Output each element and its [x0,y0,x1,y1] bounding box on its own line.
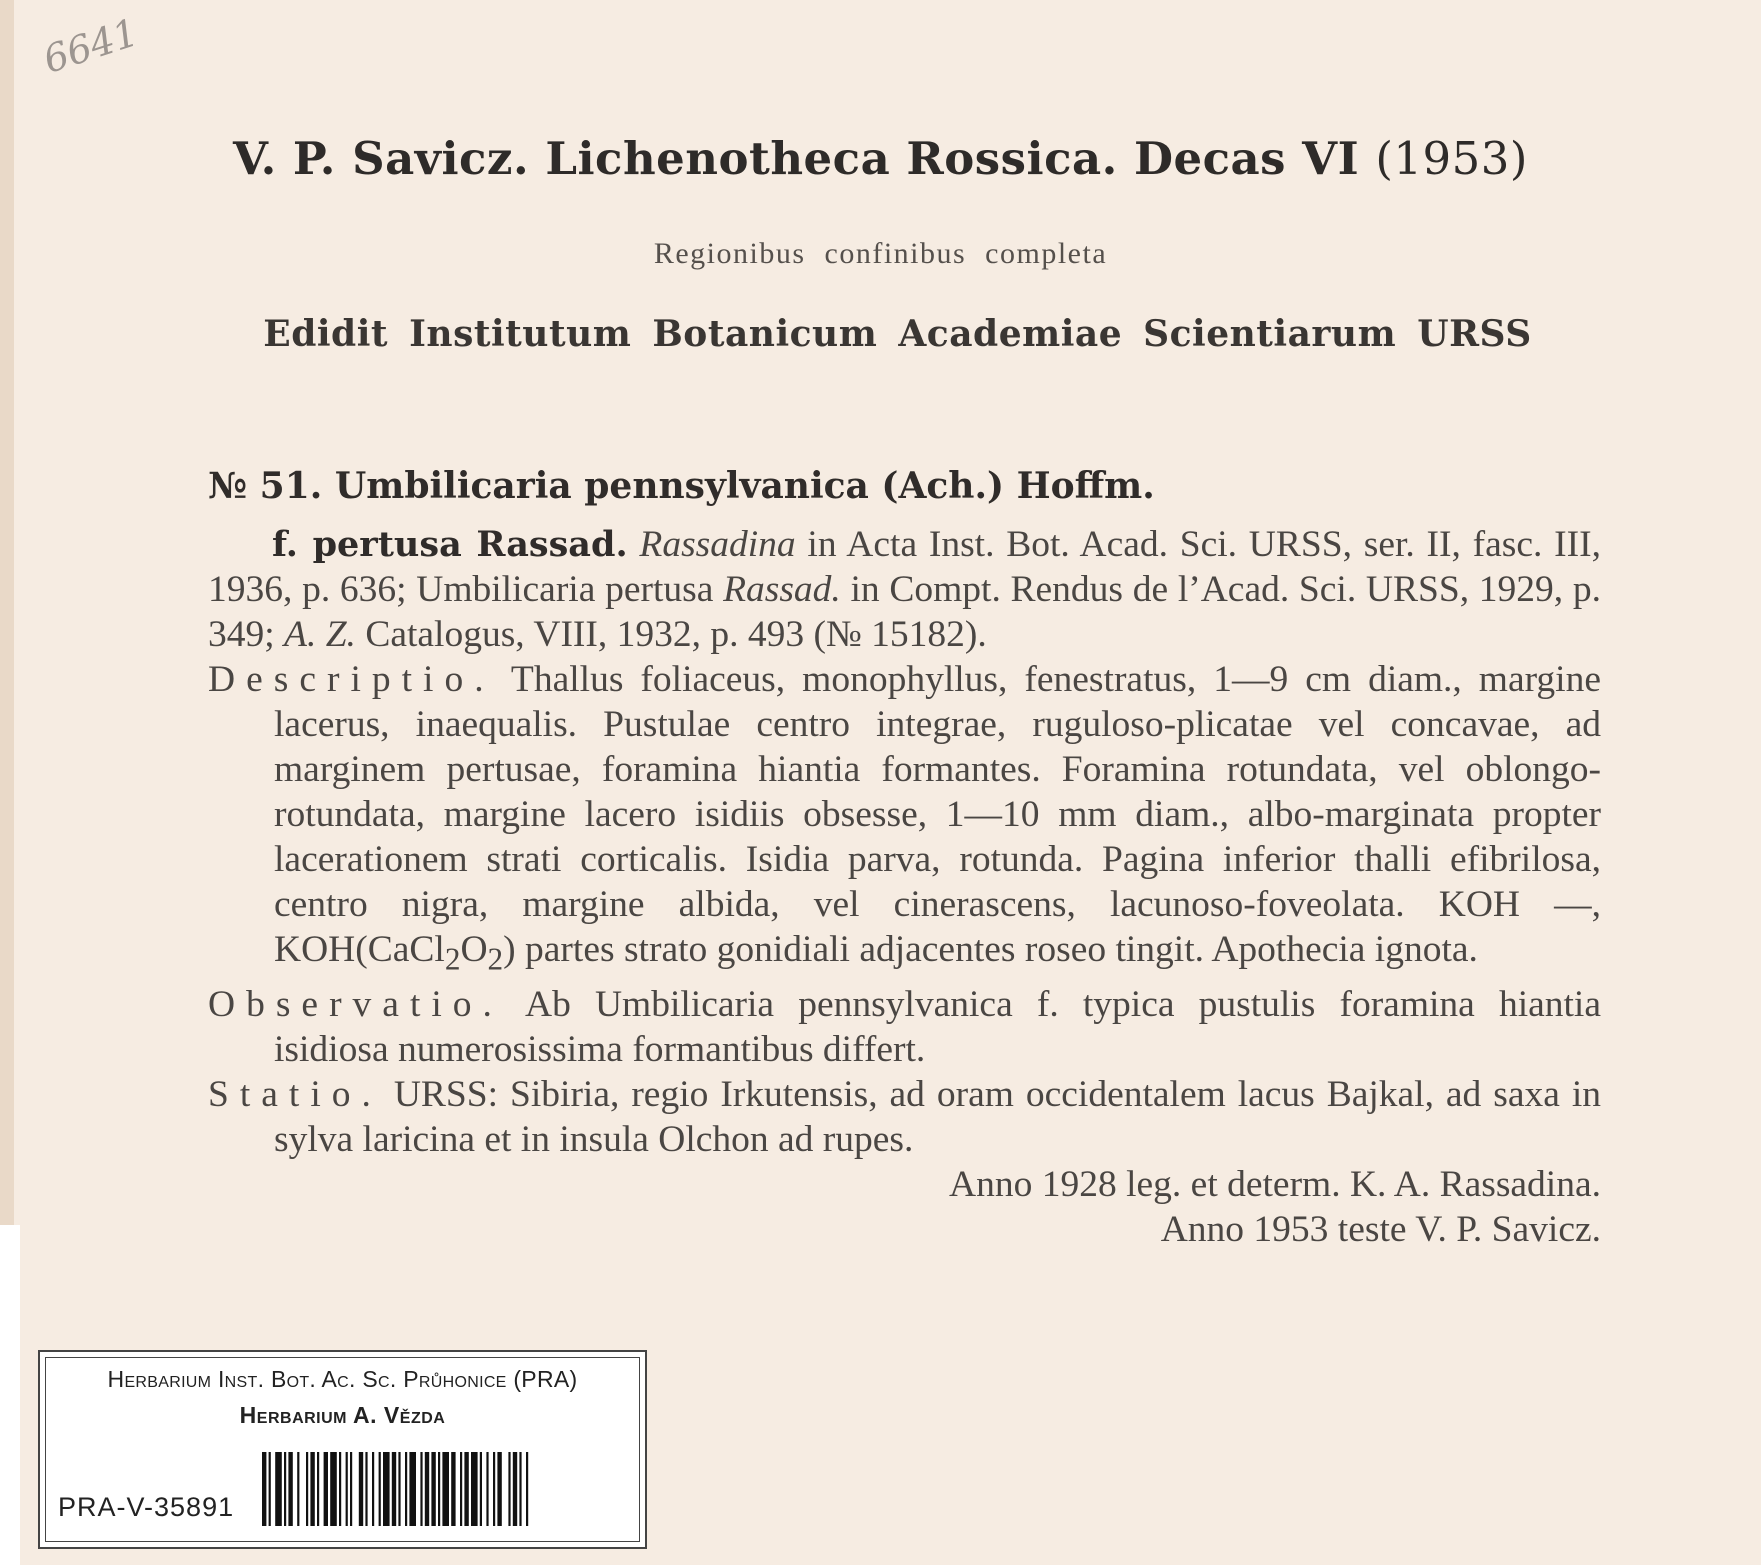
barcode-bar [460,1452,462,1526]
barcode-bar [383,1452,390,1526]
page-title [0,132,1761,185]
barcode-bar [365,1452,367,1526]
barcode-bar [346,1452,348,1526]
barcode-bar [269,1452,271,1526]
barcode-bar [497,1452,501,1526]
citation-paragraph [208,522,1601,657]
observatio-paragraph [208,982,1601,1072]
subtitle: Regionibus confinibus completa [653,237,1108,270]
barcode-bar [324,1452,328,1526]
barcode-bar [379,1452,381,1526]
statio-label: Statio. [208,1073,382,1115]
herbarium-label [38,1350,647,1549]
barcode-bar [262,1452,266,1526]
barcode-bar [508,1452,510,1526]
citation-author-2: Rassad. [723,569,841,610]
barcode-bar [493,1452,495,1526]
barcode-bar [297,1452,299,1526]
descriptio-text-1: Thallus foliaceus, monophyllus, fenestratus, 1—9 cm diam., margine lacerus, inaequalis. Pustulae centro integrae, ruguloso-plicatae vel concavae, ad marginem pertusae, foramina hiantia formantes. Foramina rotundata, vel oblongo-rotundata, margine lacero isidiis obsesse, 1—10 mm diam., albo-marginata propter lacerationem strati corticalis. Isidia parva, rotunda. Pagina inferior thalli efibrilosa, centro nigra, margine albida, vel cinerascens, lacunoso-foveolata. KOH —, KOH(CaCl [274,659,1601,970]
barcode-bar [442,1452,449,1526]
barcode-bar [306,1452,308,1526]
oxygen-letter: O [460,929,488,970]
observatio-label: Observatio. [208,983,503,1025]
barcode-bar [409,1452,416,1526]
descriptio-text-2: ) partes strato gonidiali adjacentes roseo tingit. Apothecia ignota. [503,929,1478,970]
barcode-bar [471,1452,478,1526]
barcode-bar [526,1452,528,1526]
citation-text-3: Catalogus, VIII, 1932, p. 493 (№ 15182). [355,614,987,655]
herbarium-collection: Herbarium A. Vězda [239,1402,446,1428]
barcode-bar [431,1452,435,1526]
descriptio-label: Descriptio. [208,659,495,700]
citation-text-2: in Compt. Rendus de l’Acad. Sci. URSS, 1929, p. 349; [208,569,1601,655]
subscript-2a: 2 [444,941,461,977]
barcode-bar [438,1452,440,1526]
citation-author-3: A. Z. [284,614,356,655]
barcode-bar [317,1452,319,1526]
scan-background-corner [0,1225,20,1565]
entry-body [208,522,1601,1252]
barcode-bar [425,1452,429,1526]
barcode-bar [392,1452,396,1526]
form-name: f. pertusa Rassad. [272,524,628,565]
citation-text-1: in Acta Inst. Bot. Acad. Sci. URSS, ser. II, fasc. III, 1936, p. 636; Umbilicaria pertusa [208,524,1602,610]
barcode-bar [372,1452,374,1526]
title-text: V. P. Savicz. Lichenotheca Rossica. Decas VI [233,132,1360,185]
collector-line: Anno 1928 leg. et determ. K. A. Rassadina. [949,1163,1601,1205]
barcode-bar [339,1452,341,1526]
specimen-id: PRA-V-35891 [58,1492,235,1522]
barcode-bar [350,1452,352,1526]
barcode-bar [288,1452,292,1526]
barcode-bar [405,1452,407,1526]
barcode-bar [464,1452,468,1526]
statio-paragraph [208,1072,1601,1162]
barcode-bar [451,1452,455,1526]
observatio-text: Ab Umbilicaria pennsylvanica f. typica pustulis foramina hiantia isidiosa numerosissima formantibus differt. [274,983,1601,1070]
barcode-bar [486,1452,488,1526]
barcode-bar [284,1452,286,1526]
barcode-bar [480,1452,482,1526]
handwritten-number: 6641 [38,10,144,82]
barcode-bar [310,1452,314,1526]
barcode-bar [330,1452,337,1526]
entry-heading: № 51. Umbilicaria pennsylvanica (Ach.) Hoffm. [208,465,1155,507]
descriptio-paragraph [208,657,1601,982]
publisher-line: Edidit Institutum Botanicum Academiae Scientiarum URSS [263,313,1532,355]
herbarium-institution: Herbarium Inst. Bot. Ac. Sc. Průhonice (PRA) [107,1366,578,1392]
title-year: (1953) [1375,132,1528,185]
citation-author: Rassadina [639,524,796,565]
barcode-bar [398,1452,400,1526]
barcode-bar [519,1452,521,1526]
barcode-bar [359,1452,363,1526]
barcode-bar [420,1452,422,1526]
statio-text: URSS: Sibiria, regio Irkutensis, ad oram occidentalem lacus Bajkal, ad saxa in sylva laricina et in insula Olchon ad rupes. [274,1073,1601,1160]
subscript-2b: 2 [487,941,504,977]
barcode [262,1452,617,1526]
barcode-bar [513,1452,517,1526]
testis-line: Anno 1953 teste V. P. Savicz. [1160,1208,1601,1250]
barcode-bar [275,1452,282,1526]
